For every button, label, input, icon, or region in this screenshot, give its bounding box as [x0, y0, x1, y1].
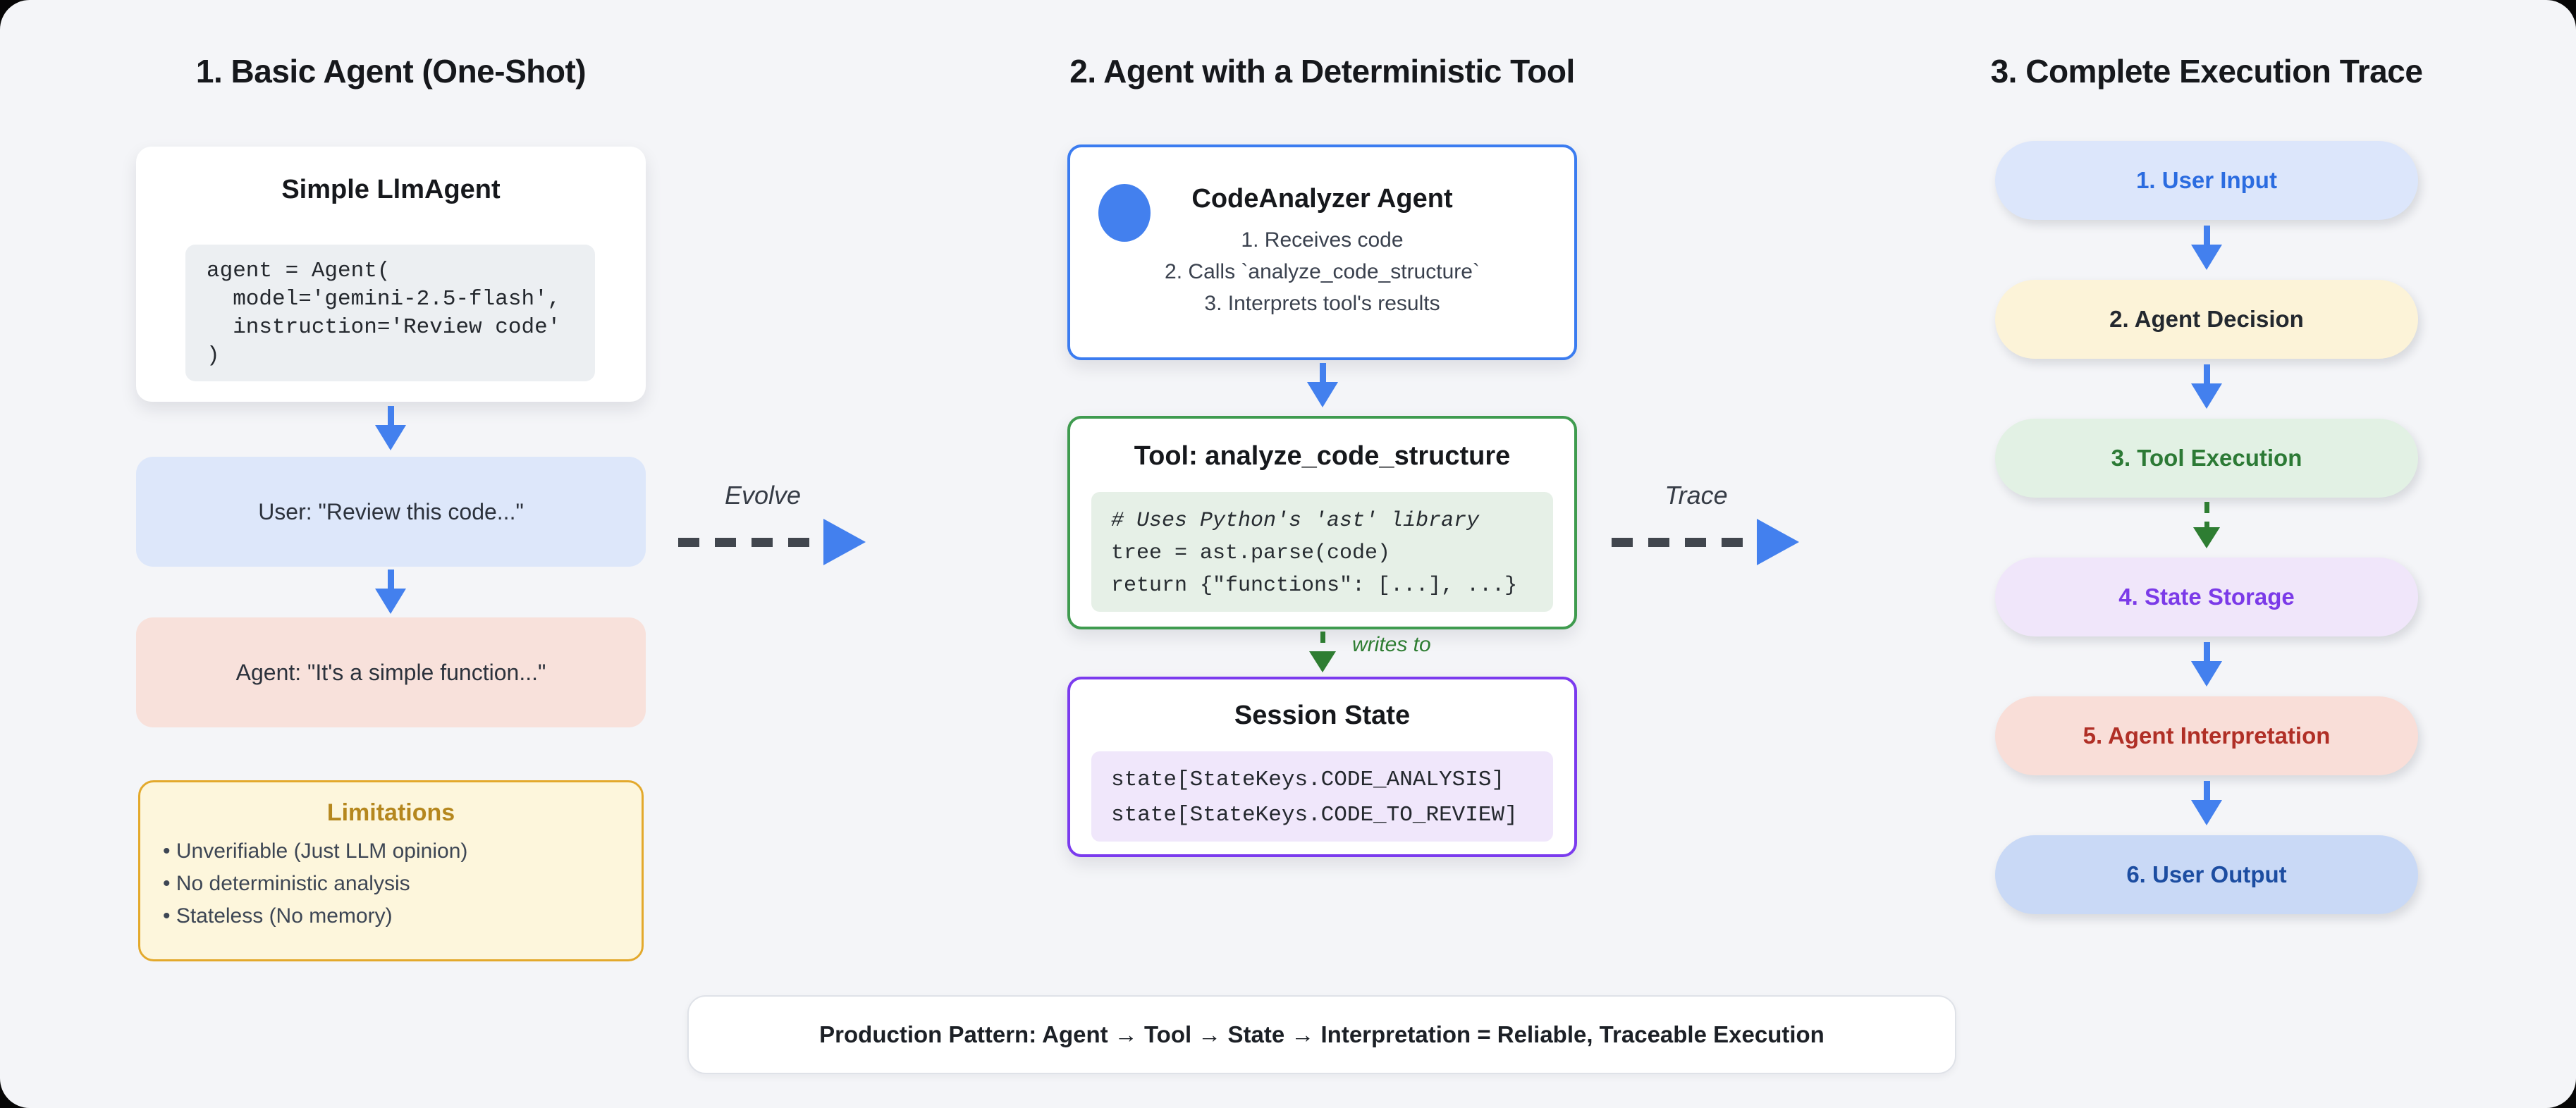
- code-analyzer-agent-card: [1067, 144, 1577, 360]
- section-title-basic-agent: 1. Basic Agent (One-Shot): [195, 53, 587, 90]
- tool-code-block: [1091, 492, 1553, 612]
- arrow-down-icon: [2191, 226, 2222, 270]
- code-comment-line: # Uses Python's 'ast' library: [1111, 509, 1480, 533]
- code-line: model='gemini-2.5-flash',: [207, 287, 561, 312]
- arrow-down-icon: [375, 570, 406, 614]
- limitations-list: [140, 835, 642, 932]
- limitation-item: • No deterministic analysis: [163, 872, 410, 895]
- evolve-label: Evolve: [724, 481, 802, 510]
- agent-code-block: [185, 245, 595, 381]
- code-line: state[StateKeys.CODE_TO_REVIEW]: [1111, 803, 1518, 827]
- code-line: tree = ast.parse(code): [1111, 541, 1391, 565]
- trace-step-pill-agent-decision: 2. Agent Decision: [1995, 280, 2418, 359]
- code-line: instruction='Review code': [207, 315, 561, 340]
- limitation-item: • Stateless (No memory): [163, 904, 393, 928]
- arrow-down-icon: [1307, 363, 1338, 407]
- user-message-box: User: "Review this code...": [136, 457, 646, 567]
- analyzer-step: 3. Interprets tool's results: [1204, 292, 1440, 315]
- section-title-deterministic-tool: 2. Agent with a Deterministic Tool: [1069, 53, 1575, 90]
- trace-step-pill-user-output: 6. User Output: [1995, 835, 2418, 914]
- section-title-execution-trace: 3. Complete Execution Trace: [1990, 53, 2423, 90]
- code-analyzer-title: CodeAnalyzer Agent: [1191, 184, 1453, 214]
- arrow-down-dashed-green-icon: [1308, 632, 1337, 672]
- writes-to-label: writes to: [1352, 633, 1431, 656]
- trace-label: Trace: [1664, 481, 1728, 510]
- trace-step-pill-user-input: 1. User Input: [1995, 141, 2418, 220]
- arrow-down-icon: [2191, 642, 2222, 687]
- analyzer-step: 2. Calls `analyze_code_structure`: [1165, 260, 1480, 283]
- limitations-card: [138, 780, 644, 961]
- trace-connector: [1612, 481, 1823, 565]
- code-line: return {"functions": [...], ...}: [1111, 574, 1518, 598]
- arrow-down-icon: [2191, 781, 2222, 825]
- analyzer-step: 1. Receives code: [1241, 228, 1404, 252]
- tool-card-title: Tool: analyze_code_structure: [1134, 441, 1511, 471]
- trace-step-pill-tool-execution: 3. Tool Execution: [1995, 419, 2418, 498]
- agent-message-box: Agent: "It's a simple function...": [136, 617, 646, 727]
- limitation-item: • Unverifiable (Just LLM opinion): [163, 839, 468, 863]
- trace-step-pill-agent-interpretation: 5. Agent Interpretation: [1995, 696, 2418, 775]
- evolve-connector: [678, 481, 890, 565]
- production-pattern-banner: Production Pattern: Agent → Tool → State → Interpretation = Reliable, Traceable Execution: [687, 995, 1956, 1074]
- simple-llmagent-card: [136, 147, 646, 402]
- agent-circle-icon: [1098, 184, 1151, 242]
- arrow-down-icon: [2191, 364, 2222, 409]
- simple-llmagent-title: Simple LlmAgent: [281, 175, 501, 204]
- code-line: ): [207, 343, 220, 368]
- code-line: agent = Agent(: [207, 259, 391, 283]
- trace-step-pill-state-storage: 4. State Storage: [1995, 558, 2418, 636]
- analyzer-steps: [1070, 224, 1574, 319]
- session-state-title: Session State: [1234, 701, 1411, 730]
- arrow-down-icon: [375, 406, 406, 450]
- session-state-card: [1067, 677, 1577, 857]
- code-line: state[StateKeys.CODE_ANALYSIS]: [1111, 768, 1505, 792]
- state-code-block: [1091, 751, 1553, 842]
- limitations-title: Limitations: [326, 799, 455, 826]
- arrow-right-dashed-icon: [678, 519, 890, 565]
- tool-card: [1067, 416, 1577, 629]
- arrow-right-dashed-icon: [1612, 519, 1823, 565]
- arrow-down-dashed-green-icon: [2192, 502, 2221, 548]
